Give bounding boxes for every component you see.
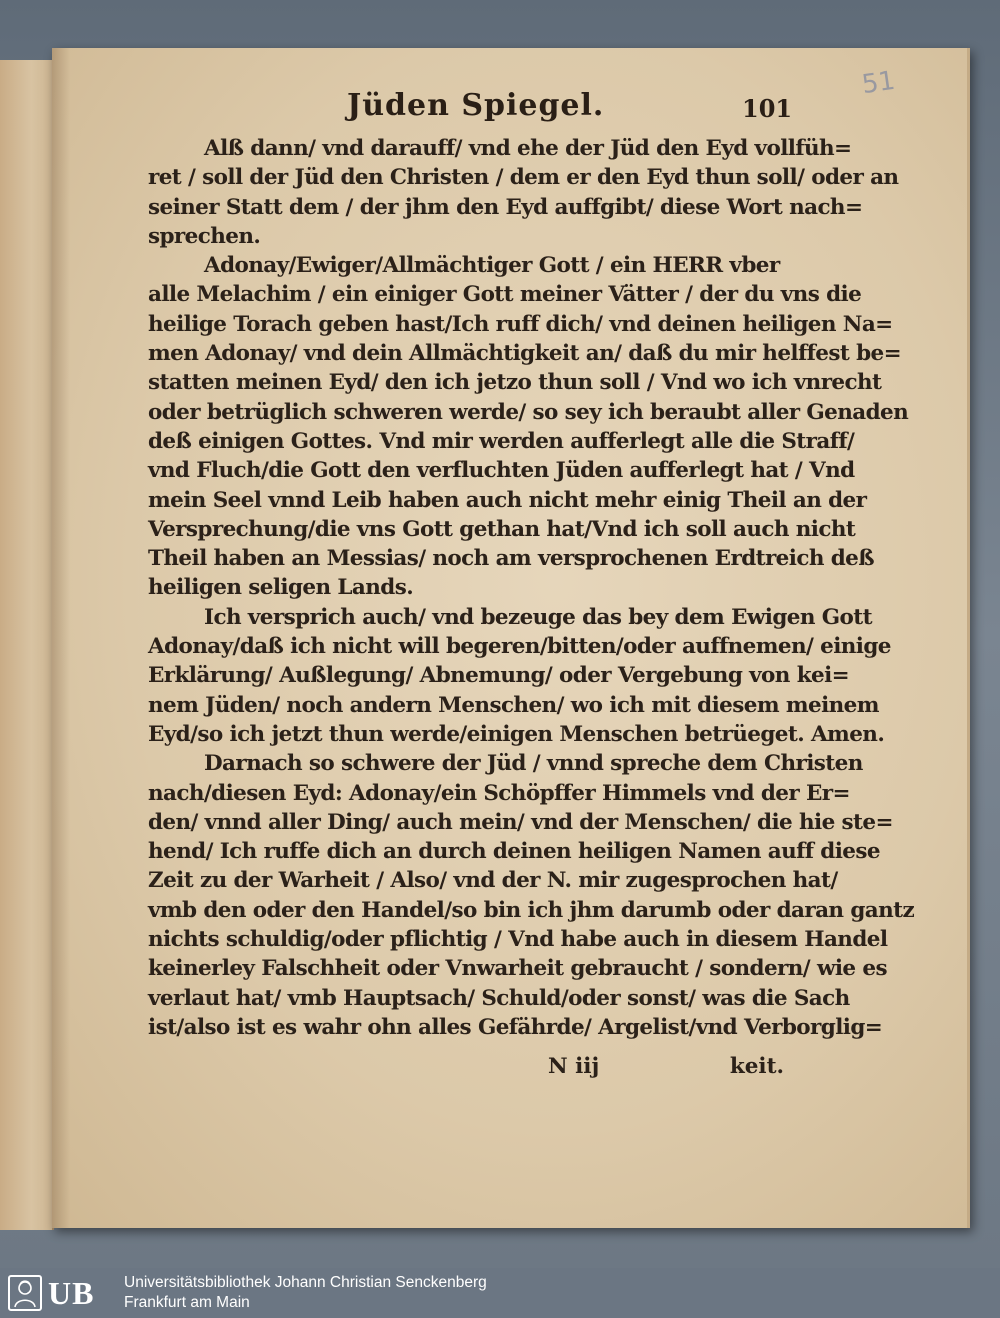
body-text: [148, 134, 915, 1042]
signature-line: [148, 1054, 784, 1083]
logo-text: UB: [48, 1274, 95, 1311]
running-header: Jüden Spiegel.: [347, 88, 605, 123]
text-line: deß einigen Gottes. Vnd mir werden aufferlegt alle die Straff/: [148, 428, 855, 454]
text-line: heilige Torach geben hast/Ich ruff dich/ vnd deinen heiligen Na=: [148, 311, 893, 337]
text-line: men Adonay/ vnd dein Allmächtigkeit an/ daß du mir helffest be=: [148, 341, 902, 367]
text-line: mein Seel vnnd Leib haben auch nicht mehr einig Theil an der: [148, 487, 867, 513]
text-line: nichts schuldig/oder pflichtig / Vnd habe auch in diesem Handel: [148, 927, 888, 953]
text-line: Theil haben an Messias/ noch am versprochenen Erdtreich deß: [148, 546, 874, 572]
text-line: Adonay/Ewiger/Allmächtiger Gott / ein HERR vber: [204, 253, 780, 279]
text-line: alle Melachim / ein einiger Gott meiner Vätter / der du vns die: [148, 282, 862, 308]
text-line: Alß dann/ vnd darauff/ vnd ehe der Jüd den Eyd vollfüh=: [204, 136, 852, 161]
footer-bar: [0, 1268, 1000, 1318]
text-line: Eyd/so ich jetzt thun werde/einigen Menschen betrüeget. Amen.: [148, 721, 885, 747]
page-gutter-shadow: [52, 48, 70, 1228]
text-line: oder betrüglich schweren werde/ so sey ich beraubt aller Genaden: [148, 399, 909, 425]
text-line: verlaut hat/ vmb Hauptsach/ Schuld/oder sonst/ was die Sach: [148, 985, 850, 1011]
library-city: Frankfurt am Main: [124, 1294, 250, 1311]
page-number: 101: [742, 94, 793, 123]
text-line: ist/also ist es wahr ohn alles Gefährde/ Argelist/vnd Verborglig=: [148, 1014, 883, 1040]
book-page: [52, 48, 970, 1228]
text-line: vmb den oder den Handel/so bin ich jhm darumb oder daran gantz: [148, 897, 915, 923]
text-line: Zeit zu der Warheit / Also/ vnd der N. mir zugesprochen hat/: [148, 868, 838, 894]
text-line: seiner Statt dem / der jhm den Eyd auffgibt/ diese Wort nach=: [148, 194, 863, 220]
text-line: vnd Fluch/die Gott den verfluchten Jüden aufferlegt hat / Vnd: [148, 458, 855, 484]
catchword: keit.: [729, 1054, 784, 1079]
library-name: Universitätsbibliothek Johann Christian Senckenberg: [124, 1274, 487, 1291]
text-line: Erklärung/ Außlegung/ Abnemung/ oder Vergebung von kei=: [148, 663, 850, 689]
text-line: keinerley Falschheit oder Vnwarheit gebraucht / sondern/ wie es: [148, 956, 887, 982]
text-line: den/ vnnd aller Ding/ auch mein/ vnd der Menschen/ die hie ste=: [148, 809, 893, 835]
text-line: Darnach so schwere der Jüd / vnnd spreche dem Christen: [204, 751, 863, 777]
text-line: nach/diesen Eyd: Adonay/ein Schöpffer Himmels vnd der Er=: [148, 780, 850, 806]
text-line: nem Jüden/ noch andern Menschen/ wo ich mit diesem meinem: [148, 692, 879, 718]
text-line: statten meinen Eyd/ den ich jetzo thun soll / Vnd wo ich vnrecht: [148, 370, 882, 396]
text-line: Adonay/daß ich nicht will begeren/bitten/oder auffnemen/ einige: [148, 634, 891, 660]
text-line: Ich versprich auch/ vnd bezeuge das bey dem Ewigen Gott: [204, 604, 872, 630]
portrait-emblem-icon: [8, 1275, 42, 1311]
text-line: hend/ Ich ruffe dich an durch deinen heiligen Namen auff diese: [148, 839, 880, 865]
text-line: sprechen.: [148, 223, 261, 249]
text-line: ret / soll der Jüd den Christen / dem er den Eyd thun soll/ oder an: [148, 165, 899, 191]
text-line: heiligen seligen Lands.: [148, 575, 414, 601]
pencil-annotation: 51: [860, 65, 898, 101]
library-logo[interactable]: [8, 1274, 114, 1312]
text-line: Versprechung/die vns Gott gethan hat/Vnd ich soll auch nicht: [148, 516, 856, 542]
left-page-edge: [0, 60, 54, 1230]
signature-mark: N iij: [548, 1054, 600, 1079]
